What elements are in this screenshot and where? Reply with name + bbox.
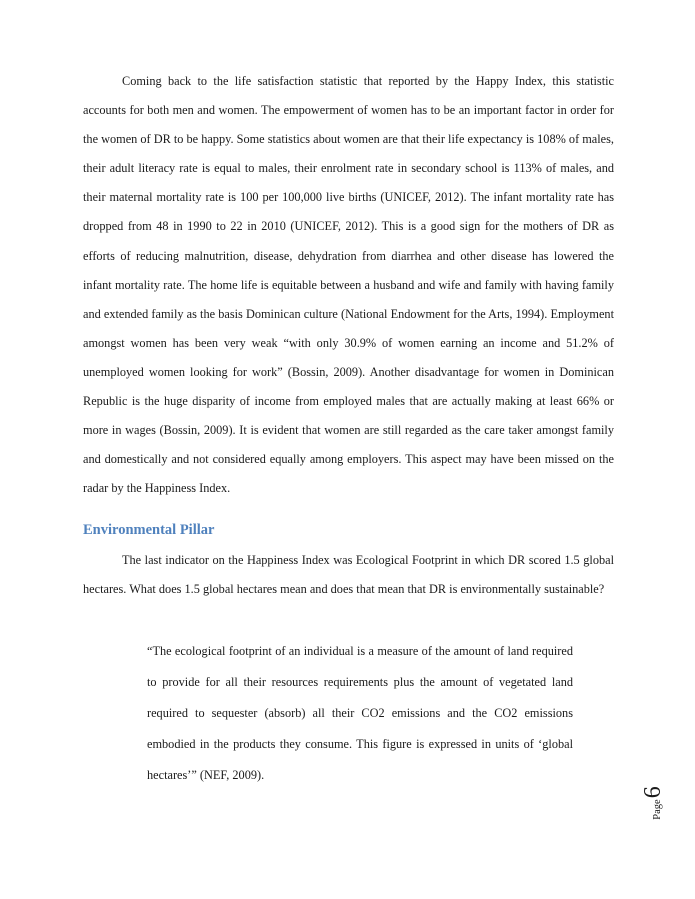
page-number	[640, 781, 670, 825]
block-quote-nef-definition: “The ecological footprint of an individual is a measure of the amount of land required to provide for all their resources requirements plus the amount of vegetated land required to sequester (absorb) all their CO2 emissions and the CO2 emissions embodied in the products they consume. This figure is expressed in units of ‘global hectares’” (NEF, 2009).	[147, 644, 573, 782]
section-heading-environmental-pillar: Environmental Pillar	[83, 522, 215, 538]
page-number-word: Page	[652, 799, 663, 820]
page-number-value: 6	[640, 786, 666, 799]
body-paragraph-ecological-footprint: The last indicator on the Happiness Index was Ecological Footprint in which DR scored 1.5 global hectares. What does 1.5 global hectares mean and does that mean that DR is environmentally sustainable?	[83, 553, 614, 597]
body-paragraph-women-empowerment: Coming back to the life satisfaction statistic that reported by the Happy Index, this statistic accounts for both men and women. The empowerment of women has to be an important factor in order for the women of DR to be happy. Some statistics about women are that their life expectancy is 108% of males, their adult literacy rate is equal to males, their enrolment rate in secondary school is 113% of males, and their maternal mortality rate is 100 per 100,000 live births (UNICEF, 2012). The infant mortality rate has dropped from 48 in 1990 to 22 in 2010 (UNICEF, 2012). This is a good sign for the mothers of DR as efforts of reducing malnutrition, disease, dehydration from diarrhea and other disease has lowered the infant mortality rate. The home life is equitable between a husband and wife and family with having family and extended family as the basis Dominican culture (National Endowment for the Arts, 1994). Employment amongst women has been very weak “with only 30.9% of women earning an income and 51.2% of unemployed women looking for work” (Bossin, 2009). Another disadvantage for women in Dominican Republic is the huge disparity of income from employed males that are actually making at least 66% or more in wages (Bossin, 2009). It is evident that women are still regarded as the care taker amongst family and domestically and not considered equally among employers. This aspect may have been missed on the radar by the Happiness Index.	[83, 74, 614, 496]
